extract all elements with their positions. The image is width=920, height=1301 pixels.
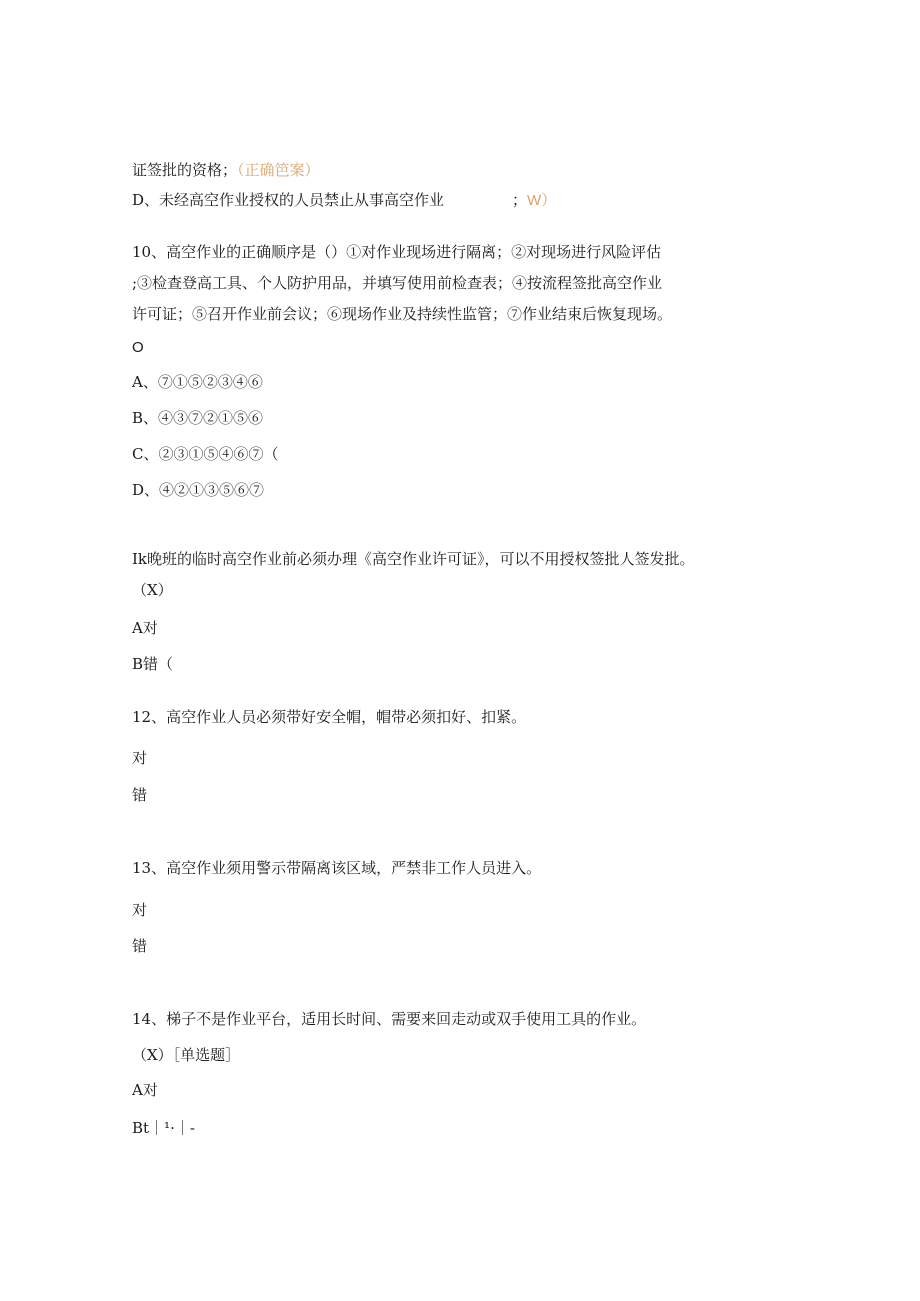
q12-stem: 12、高空作业人员必须带好安全帽，帽带必须扣好、扣紧。 (132, 708, 527, 726)
q10-option-a[interactable]: A、⑦①⑤②③④⑥ (132, 373, 263, 391)
q11-stem-line2: （X） (132, 581, 173, 599)
q10-stem-line1: 10、高空作业的正确顺序是（）①对作业现场进行隔离；②对现场进行风险评估 (132, 243, 662, 261)
q9-option-d-answer: W） (527, 192, 557, 209)
q12-option-false[interactable]: 错 (132, 786, 148, 804)
q9-option-d-text: D、未经高空作业授权的人员禁止从事高空作业 (132, 191, 445, 209)
q10-option-c[interactable]: C、②③①⑤④⑥⑦（ (132, 445, 279, 463)
q9-option-d (132, 190, 556, 211)
q11-option-a[interactable]: A对 (132, 619, 158, 637)
q14-stem-line2: （X）［单选题］ (132, 1046, 241, 1064)
q13-option-false[interactable]: 错 (132, 937, 148, 955)
q14-stem-line1: 14、梯子不是作业平台，适用长时间、需要来回走动或双手使用工具的作业。 (132, 1010, 647, 1028)
q14-option-a[interactable]: A对 (132, 1081, 158, 1099)
q9-line-continued (132, 160, 320, 180)
q10-stem-line3: 许可证；⑤召开作业前会议；⑥现场作业及持续性监管；⑦作业结束后恢复现场。 (132, 305, 673, 323)
q14-option-b[interactable]: Bt｜¹·｜- (132, 1119, 195, 1137)
q9-option-d-separator: ； (512, 191, 528, 209)
q13-stem: 13、高空作业须用警示带隔离该区域，严禁非工作人员进入。 (132, 859, 542, 877)
q9-correct-answer-mark: （正确笆案） (237, 161, 320, 179)
q11-stem-line1: Ik晚班的临时高空作业前必须办理《高空作业许可证》，可以不用授权签批人签发批。 (132, 550, 695, 568)
q10-stem-line2: ;③检查登高工具、个人防护用品，并填写使用前检查表；④按流程签批高空作业 (132, 274, 663, 292)
q10-marker: O (132, 339, 144, 356)
q13-option-true[interactable]: 对 (132, 901, 148, 919)
q11-option-b[interactable]: B错（ (132, 655, 174, 673)
q9-line-text: 证签批的资格； (132, 161, 238, 179)
q10-option-d[interactable]: D、④②①③⑤⑥⑦ (132, 481, 265, 499)
q12-option-true[interactable]: 对 (132, 749, 148, 767)
q10-option-b[interactable]: B、④③⑦②①⑤⑥ (132, 409, 264, 427)
